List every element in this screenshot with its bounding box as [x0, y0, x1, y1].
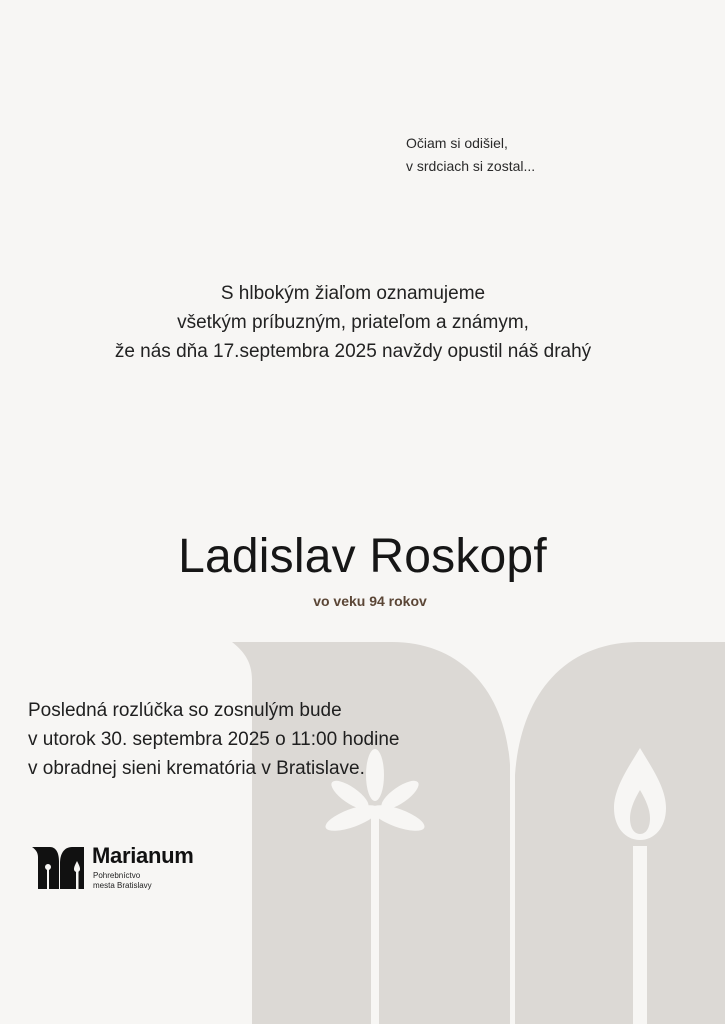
- farewell-info: [28, 696, 399, 783]
- deceased-name: Ladislav Roskopf: [178, 530, 547, 583]
- motto-line: v srdciach si zostal...: [406, 158, 536, 174]
- motto-line: Očiam si odišiel,: [406, 135, 508, 151]
- logo-subtitle-line: mesta Bratislavy: [93, 881, 152, 890]
- farewell-line: v utorok 30. septembra 2025 o 11:00 hodine: [28, 729, 400, 750]
- farewell-line: v obradnej sieni krematória v Bratislave.: [28, 758, 365, 779]
- marianum-logo-icon: [32, 845, 84, 889]
- logo-subtitle: [93, 871, 152, 891]
- farewell-line: Posledná rozlúčka so zosnulým bude: [28, 700, 342, 721]
- announcement-line: S hlbokým žiaľom oznamujeme: [220, 283, 486, 304]
- announcement-line: všetkým príbuzným, priateľom a známym,: [177, 312, 529, 333]
- deceased-age: vo veku 94 rokov: [313, 593, 427, 609]
- logo-name: Marianum: [92, 843, 194, 868]
- announcement: [0, 279, 706, 366]
- motto: [406, 132, 535, 178]
- announcement-line: že nás dňa 17.septembra 2025 navždy opustil náš drahý: [114, 341, 592, 362]
- logo-subtitle-line: Pohrebníctvo: [93, 871, 141, 880]
- marianum-logo: [32, 843, 222, 893]
